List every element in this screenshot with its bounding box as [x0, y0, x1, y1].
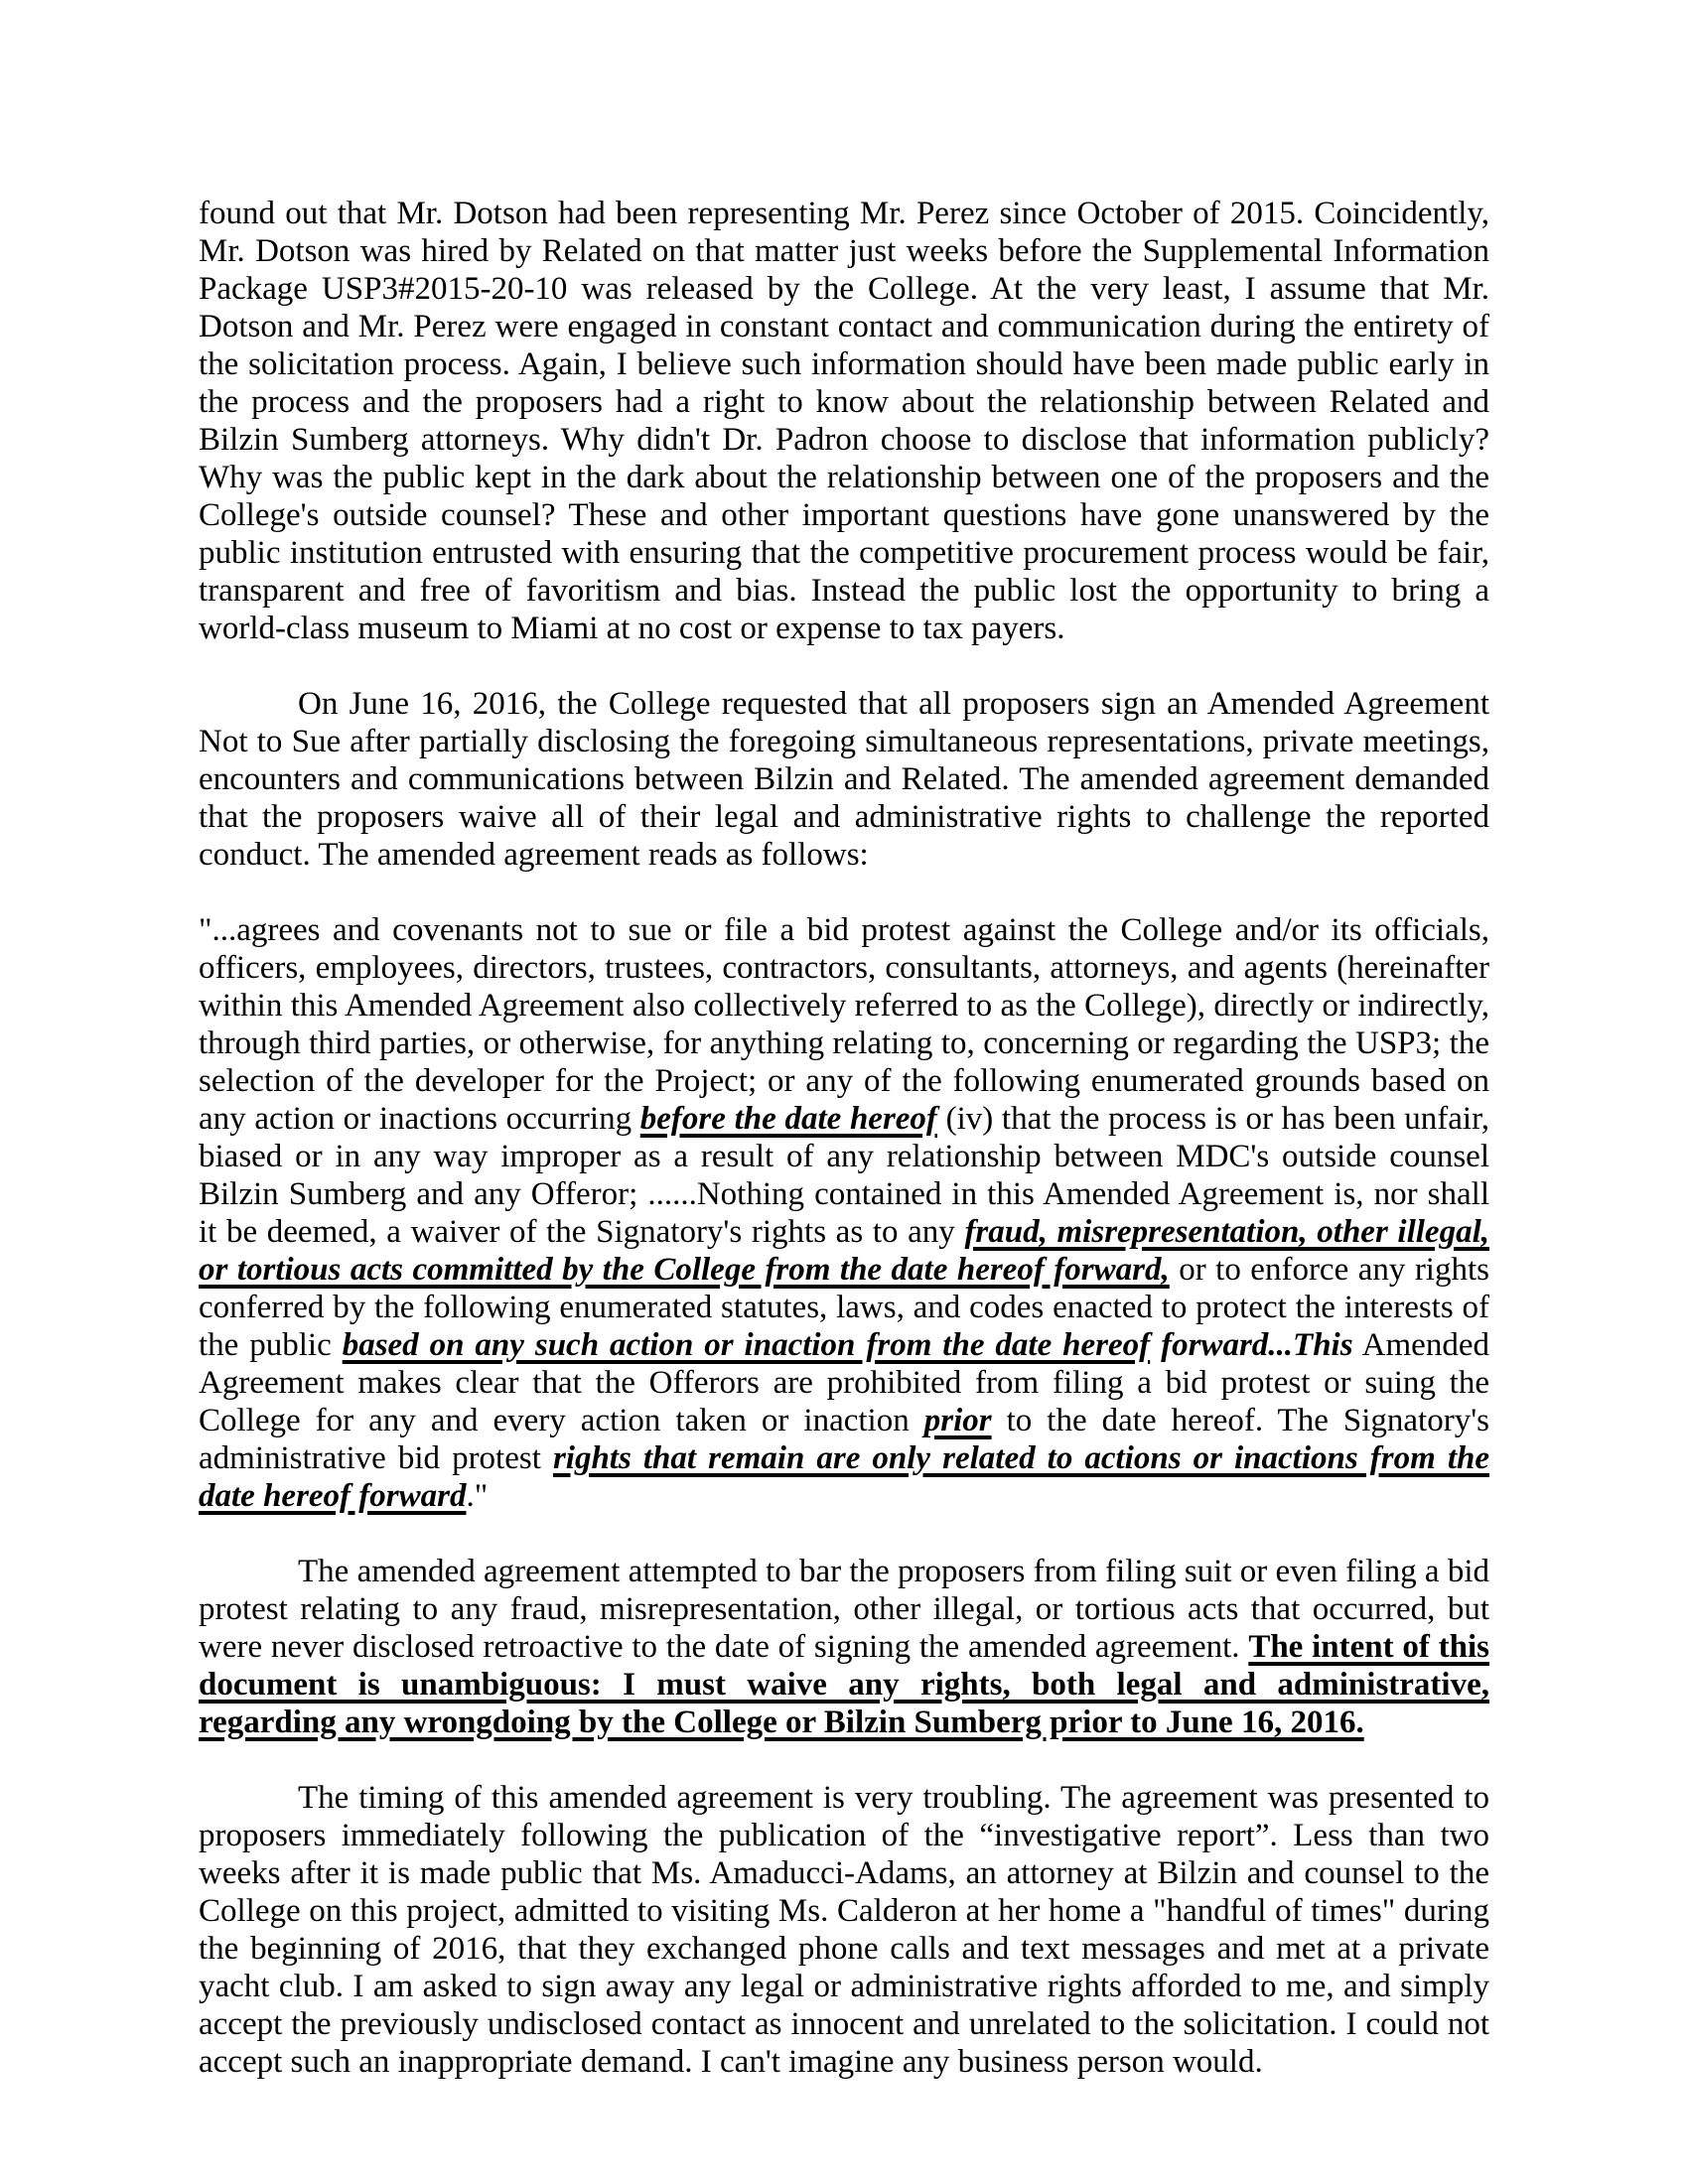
emphasized-clause-forward-this: forward...This	[1150, 1327, 1353, 1363]
emphasized-clause-based-on-action: based on any such action or inaction from the date hereof	[342, 1327, 1151, 1363]
blockquote-amended-agreement-excerpt	[199, 911, 1489, 1515]
emphasized-clause-rights-that-remain: rights that remain are only related to actions or inactions from the date hereof forward	[199, 1440, 1489, 1514]
text-segment: The timing of this amended agreement is very troubling. The agreement was presented to proposers immediately following the publication of the “investigative report”. Less than two weeks after it is made public that Ms. Amaducci-Adams, an attorney at Bilzin and counsel to the College on this project, admitted to visiting Ms. Calderon at her home a "handful of times" during the beginning of 2016, that they exchanged phone calls and text messages and met at a private yacht club. I am asked to sign away any legal or administrative rights afforded to me, and simply accept the previously undisclosed contact as innocent and unrelated to the solicitation. I could not accept such an inappropriate demand. I can't imagine any business person would.	[199, 1780, 1489, 2080]
emphasized-clause-fraud-misrepresentation: fraud, misrepresentation, other illegal, or tortious acts committed by the College from the date hereof forward,	[199, 1214, 1490, 1288]
text-segment: or to enforce any rights conferred by the following enumerated statutes, laws, and codes enacted to protect the interests of the public	[199, 1252, 1489, 1363]
paragraph-timing-troubling	[199, 1779, 1489, 2081]
text-segment: The amended agreement attempted to bar the proposers from filing suit or even filing a bid protest relating to any fraud, misrepresentation, other illegal, or tortious acts that occurred, but were never disclosed retroactive to the date of signing the amended agreement.	[199, 1554, 1489, 1665]
paragraph-amended-agreement-request	[199, 685, 1489, 874]
emphasized-clause-intent-of-document: The intent of this document is unambiguous: I must waive any rights, both legal and administrative, regarding any wrongdoing by the College or Bilzin Sumberg prior to June 16, 2016.	[199, 1629, 1489, 1740]
text-segment: found out that Mr. Dotson had been representing Mr. Perez since October of 2015. Coincidently, Mr. Dotson was hired by Related on that matter just weeks before the Supplemental Information Package USP3#2015-20-10 was released by the College. At the very least, I assume that Mr. Dotson and Mr. Perez were engaged in constant contact and communication during the entirety of the solicitation process. Again, I believe such information should have been made public early in the process and the proposers had a right to know about the relationship between Related and Bilzin Sumberg attorneys. Why didn't Dr. Padron choose to disclose that information publicly? Why was the public kept in the dark about the relationship between one of the proposers and the College's outside counsel? These and other important questions have gone unanswered by the public institution entrusted with ensuring that the competitive procurement process would be fair, transparent and free of favoritism and bias. Instead the public lost the opportunity to bring a world-class museum to Miami at no cost or expense to tax payers.	[199, 196, 1489, 646]
text-segment: to the date hereof. The Signatory's administrative bid protest	[199, 1403, 1489, 1476]
text-segment: ."	[466, 1478, 489, 1514]
emphasized-clause-before-date-hereof: before the date hereof	[639, 1101, 937, 1137]
text-segment: On June 16, 2016, the College requested that all proposers sign an Amended Agreement Not to Sue after partially disclosing the foregoing simultaneous representations, private meetings, encounters and communications between Bilzin and Related. The amended agreement demanded that the proposers waive all of their legal and administrative rights to challenge the reported conduct. The amended agreement reads as follows:	[199, 686, 1489, 873]
text-segment: (iv) that the process is or has been unfair, biased or in any way improper as a result of any relationship between MDC's outside counsel Bilzin Sumberg and any Offeror; ......Nothing contained in this Amended Agreement is, nor shall it be deemed, a waiver of the Signatory's rights as to any	[199, 1101, 1489, 1250]
paragraph-agreement-analysis	[199, 1553, 1489, 1741]
paragraph-dotson-perez-representation	[199, 195, 1489, 647]
text-segment: "...agrees and covenants not to sue or file a bid protest against the College and/or its officials, officers, employees, directors, trustees, contractors, consultants, attorneys, and agents (hereinafter within this Amended Agreement also collectively referred to as the College), directly or indirectly, through third parties, or otherwise, for anything relating to, concerning or regarding the USP3; the selection of the developer for the Project; or any of the following enumerated grounds based on any action or inactions occurring	[199, 912, 1489, 1137]
emphasized-clause-prior: prior	[923, 1403, 992, 1438]
text-segment: Amended Agreement makes clear that the Offerors are prohibited from filing a bid protest or suing the College for any and every action taken or inaction	[199, 1327, 1489, 1438]
